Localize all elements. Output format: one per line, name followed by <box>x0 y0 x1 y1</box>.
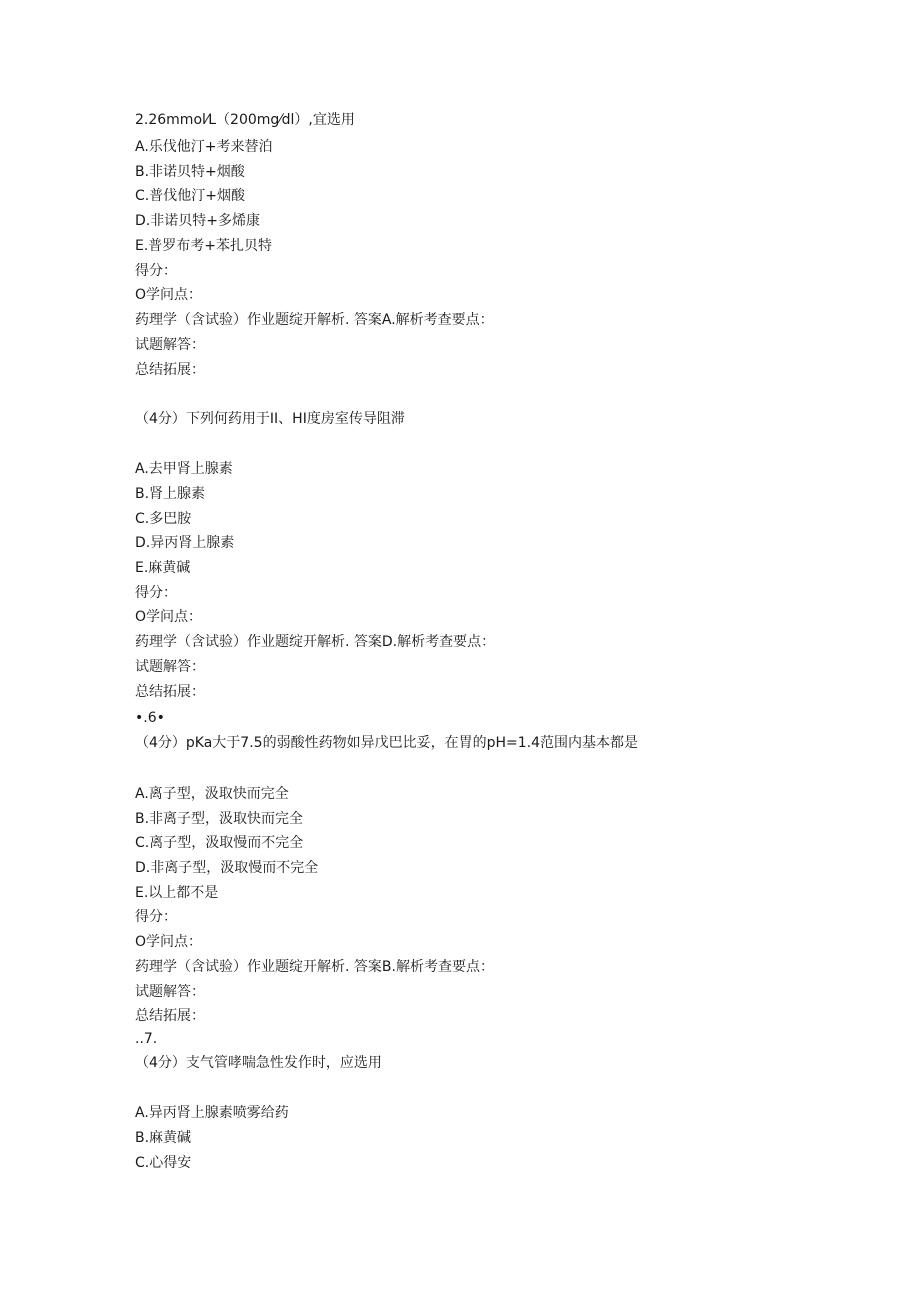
q1-option-a: A.乐伐他汀+考来替泊 <box>135 139 273 155</box>
q3-option-d: D.非离子型，汲取慢而不完全 <box>135 860 319 876</box>
q2-score-label: 得分： <box>135 585 177 601</box>
q1-score-label: 得分： <box>135 263 177 279</box>
q4-number: ..7. <box>135 1031 158 1047</box>
q3-option-e: E.以上都不是 <box>135 885 219 901</box>
q4-option-b: B.麻黄碱 <box>135 1130 192 1146</box>
q3-solution-label: 试题解答： <box>135 984 205 1000</box>
q4-option-c: C.心得安 <box>135 1155 192 1171</box>
q1-stem-tail: 2.26mmol⁄L（200mg⁄dl）,宜选用 <box>135 112 355 128</box>
q3-option-a: A.离子型，汲取快而完全 <box>135 786 289 802</box>
q1-option-c: C.普伐他汀+烟酸 <box>135 188 245 204</box>
q3-stem: （4分）pKa大于7.5的弱酸性药物如异戊巴比妥，在胃的pH=1.4范围内基本都是 <box>135 735 638 751</box>
q1-option-b: B.非诺贝特+烟酸 <box>135 164 245 180</box>
q2-solution-label: 试题解答： <box>135 659 205 675</box>
q1-summary-label: 总结拓展： <box>135 362 205 378</box>
q4-stem: （4分）支气管哮喘急性发作时，应选用 <box>135 1055 382 1071</box>
q3-option-b: B.非离子型，汲取快而完全 <box>135 811 304 827</box>
q1-option-d: D.非诺贝特+多烯康 <box>135 213 260 229</box>
q1-knowledge-label: O学问点： <box>135 287 203 303</box>
q3-knowledge-label: O学问点： <box>135 934 203 950</box>
q2-option-e: E.麻黄碱 <box>135 560 191 576</box>
q2-option-b: B.肾上腺素 <box>135 486 206 502</box>
q3-option-c: C.离子型，汲取慢而不完全 <box>135 835 304 851</box>
q2-answer-line: 药理学（含试验）作业题绽开解析. 答案D.解析考查要点： <box>135 634 496 650</box>
q2-knowledge-label: O学问点： <box>135 609 203 625</box>
q2-stem: （4分）下列何药用于II、HI度房室传导阻滞 <box>135 411 405 427</box>
q2-option-c: C.多巴胺 <box>135 511 192 527</box>
q3-number: •.6• <box>135 710 165 726</box>
q3-summary-label: 总结拓展： <box>135 1008 205 1024</box>
q4-option-a: A.异丙肾上腺素喷雾给药 <box>135 1105 289 1121</box>
q1-answer-line: 药理学（含试验）作业题绽开解析. 答案A.解析考查要点： <box>135 312 494 328</box>
q3-answer-line: 药理学（含试验）作业题绽开解析. 答案B.解析考查要点： <box>135 959 494 975</box>
q2-summary-label: 总结拓展： <box>135 684 205 700</box>
q2-option-a: A.去甲肾上腺素 <box>135 461 233 477</box>
q2-option-d: D.异丙肾上腺素 <box>135 535 235 551</box>
q1-option-e: E.普罗布考+苯扎贝特 <box>135 238 273 254</box>
q1-solution-label: 试题解答： <box>135 337 205 353</box>
q3-score-label: 得分： <box>135 909 177 925</box>
